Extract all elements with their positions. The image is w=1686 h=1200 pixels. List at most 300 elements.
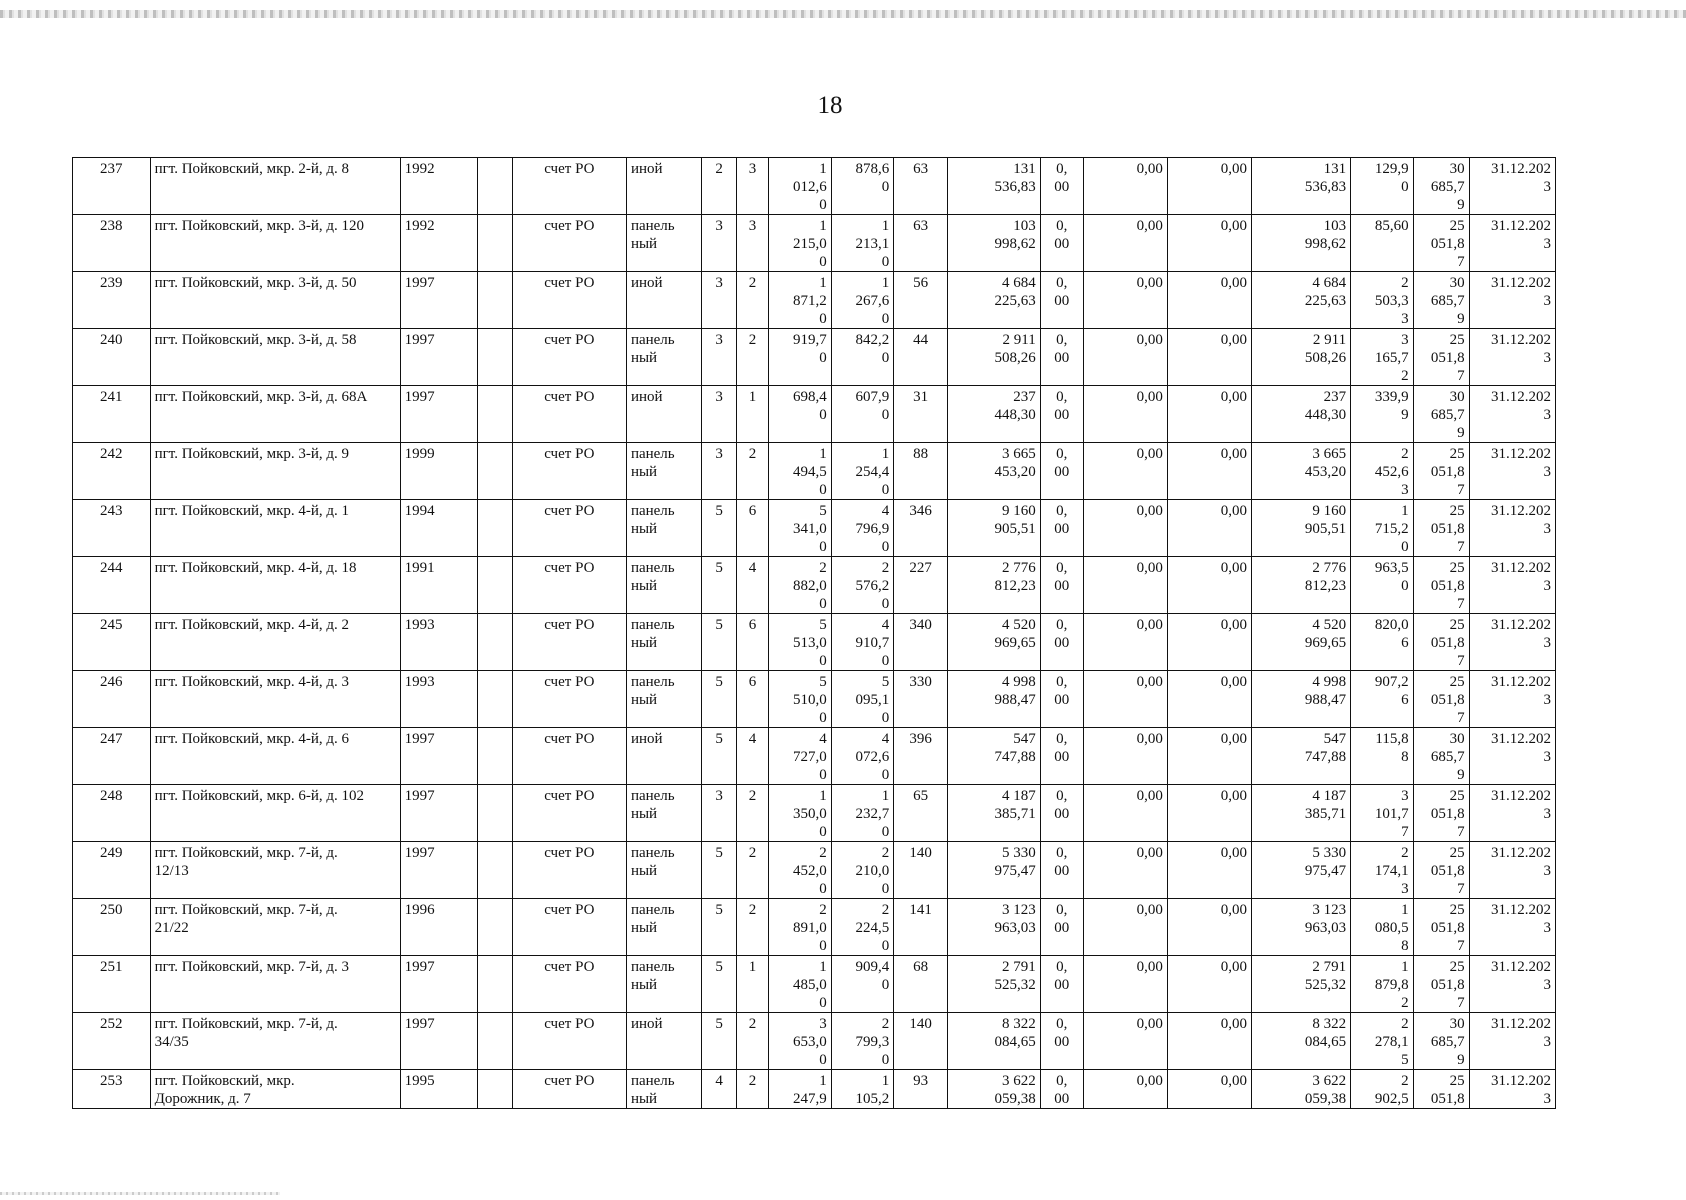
local-fund-cell: 0,00 <box>1167 1070 1251 1109</box>
living-area-cell: 607,9 0 <box>831 386 894 443</box>
total-area-cell: 2 452,0 0 <box>769 842 832 899</box>
deadline-cell: 31.12.202 3 <box>1469 500 1555 557</box>
cost-per-m2-cell: 2 452,6 3 <box>1351 443 1414 500</box>
floors-cell: 5 <box>702 899 736 956</box>
max-cost-cell: 25 051,8 7 <box>1413 329 1469 386</box>
local-fund-cell: 0,00 <box>1167 557 1251 614</box>
living-area-cell: 2 576,2 0 <box>831 557 894 614</box>
total-cost-cell: 3 622 059,38 <box>948 1070 1041 1109</box>
year-cell: 1997 <box>400 272 478 329</box>
row-number: 246 <box>73 671 151 728</box>
cost-per-m2-cell: 85,60 <box>1351 215 1414 272</box>
share-cell: 0, 00 <box>1040 1070 1083 1109</box>
share-cell: 0, 00 <box>1040 500 1083 557</box>
local-fund-cell: 0,00 <box>1167 614 1251 671</box>
total-cost-cell: 2 911 508,26 <box>948 329 1041 386</box>
scan-artifact-top <box>0 10 1686 18</box>
total-cost-cell: 547 747,88 <box>948 728 1041 785</box>
subject-fund-cell: 0,00 <box>1083 557 1167 614</box>
residents-cell: 63 <box>894 215 948 272</box>
entrances-cell: 2 <box>736 1070 768 1109</box>
table-row <box>73 443 1556 500</box>
total-cost-cell: 4 520 969,65 <box>948 614 1041 671</box>
row-number: 253 <box>73 1070 151 1109</box>
total-cost-cell: 5 330 975,47 <box>948 842 1041 899</box>
account-cell: счет РО <box>512 671 626 728</box>
row-number: 244 <box>73 557 151 614</box>
row-number: 245 <box>73 614 151 671</box>
floors-cell: 3 <box>702 443 736 500</box>
wall-material-cell: панель ный <box>626 785 701 842</box>
row-number: 249 <box>73 842 151 899</box>
address-cell: пгт. Пойковский, мкр. 4-й, д. 18 <box>150 557 400 614</box>
share-cell: 0, 00 <box>1040 785 1083 842</box>
owners-fund-cell: 2 791 525,32 <box>1251 956 1350 1013</box>
residents-cell: 56 <box>894 272 948 329</box>
share-cell: 0, 00 <box>1040 899 1083 956</box>
year-cell: 1997 <box>400 956 478 1013</box>
address-cell: пгт. Пойковский, мкр. 7-й, д. 34/35 <box>150 1013 400 1070</box>
subject-fund-cell: 0,00 <box>1083 1070 1167 1109</box>
living-area-cell: 1 213,1 0 <box>831 215 894 272</box>
total-area-cell: 5 341,0 0 <box>769 500 832 557</box>
floors-cell: 5 <box>702 1013 736 1070</box>
deadline-cell: 31.12.202 3 <box>1469 557 1555 614</box>
cost-per-m2-cell: 1 879,8 2 <box>1351 956 1414 1013</box>
deadline-cell: 31.12.202 3 <box>1469 329 1555 386</box>
year-cell: 1997 <box>400 842 478 899</box>
total-area-cell: 2 891,0 0 <box>769 899 832 956</box>
total-area-cell: 5 513,0 0 <box>769 614 832 671</box>
entrances-cell: 2 <box>736 272 768 329</box>
table-row <box>73 728 1556 785</box>
total-area-cell: 698,4 0 <box>769 386 832 443</box>
living-area-cell: 1 254,4 0 <box>831 443 894 500</box>
year-cell: 1997 <box>400 1013 478 1070</box>
wall-material-cell: панель ный <box>626 671 701 728</box>
living-area-cell: 842,2 0 <box>831 329 894 386</box>
address-cell: пгт. Пойковский, мкр. 4-й, д. 2 <box>150 614 400 671</box>
total-cost-cell: 8 322 084,65 <box>948 1013 1041 1070</box>
account-cell: счет РО <box>512 785 626 842</box>
max-cost-cell: 25 051,8 7 <box>1413 956 1469 1013</box>
entrances-cell: 2 <box>736 443 768 500</box>
cost-per-m2-cell: 1 080,5 8 <box>1351 899 1414 956</box>
share-cell: 0, 00 <box>1040 215 1083 272</box>
residents-cell: 88 <box>894 443 948 500</box>
owners-fund-cell: 9 160 905,51 <box>1251 500 1350 557</box>
wall-material-cell: иной <box>626 386 701 443</box>
owners-fund-cell: 4 520 969,65 <box>1251 614 1350 671</box>
total-area-cell: 1 494,5 0 <box>769 443 832 500</box>
local-fund-cell: 0,00 <box>1167 215 1251 272</box>
owners-fund-cell: 103 998,62 <box>1251 215 1350 272</box>
share-cell: 0, 00 <box>1040 614 1083 671</box>
floors-cell: 3 <box>702 785 736 842</box>
residents-cell: 340 <box>894 614 948 671</box>
address-cell: пгт. Пойковский, мкр. 7-й, д. 21/22 <box>150 899 400 956</box>
address-cell: пгт. Пойковский, мкр. 4-й, д. 1 <box>150 500 400 557</box>
table-row <box>73 1070 1556 1109</box>
local-fund-cell: 0,00 <box>1167 785 1251 842</box>
wall-material-cell: панель ный <box>626 443 701 500</box>
total-cost-cell: 9 160 905,51 <box>948 500 1041 557</box>
residents-cell: 141 <box>894 899 948 956</box>
floors-cell: 5 <box>702 728 736 785</box>
deadline-cell: 31.12.202 3 <box>1469 842 1555 899</box>
total-area-cell: 4 727,0 0 <box>769 728 832 785</box>
blank-cell <box>478 671 512 728</box>
blank-cell <box>478 842 512 899</box>
subject-fund-cell: 0,00 <box>1083 614 1167 671</box>
max-cost-cell: 25 051,8 7 <box>1413 614 1469 671</box>
year-cell: 1991 <box>400 557 478 614</box>
residents-cell: 93 <box>894 1070 948 1109</box>
max-cost-cell: 25 051,8 7 <box>1413 557 1469 614</box>
floors-cell: 3 <box>702 386 736 443</box>
max-cost-cell: 30 685,7 9 <box>1413 1013 1469 1070</box>
address-cell: пгт. Пойковский, мкр. 3-й, д. 9 <box>150 443 400 500</box>
wall-material-cell: панель ный <box>626 842 701 899</box>
residents-cell: 330 <box>894 671 948 728</box>
residents-cell: 68 <box>894 956 948 1013</box>
cost-per-m2-cell: 2 174,1 3 <box>1351 842 1414 899</box>
living-area-cell: 2 224,5 0 <box>831 899 894 956</box>
table-row <box>73 272 1556 329</box>
wall-material-cell: панель ный <box>626 899 701 956</box>
page-number: 18 <box>817 92 843 119</box>
deadline-cell: 31.12.202 3 <box>1469 215 1555 272</box>
blank-cell <box>478 1070 512 1109</box>
cost-per-m2-cell: 129,9 0 <box>1351 158 1414 215</box>
local-fund-cell: 0,00 <box>1167 842 1251 899</box>
wall-material-cell: иной <box>626 728 701 785</box>
floors-cell: 5 <box>702 671 736 728</box>
subject-fund-cell: 0,00 <box>1083 842 1167 899</box>
owners-fund-cell: 5 330 975,47 <box>1251 842 1350 899</box>
year-cell: 1999 <box>400 443 478 500</box>
deadline-cell: 31.12.202 3 <box>1469 272 1555 329</box>
max-cost-cell: 25 051,8 7 <box>1413 500 1469 557</box>
address-cell: пгт. Пойковский, мкр. 7-й, д. 12/13 <box>150 842 400 899</box>
subject-fund-cell: 0,00 <box>1083 272 1167 329</box>
owners-fund-cell: 547 747,88 <box>1251 728 1350 785</box>
account-cell: счет РО <box>512 1013 626 1070</box>
subject-fund-cell: 0,00 <box>1083 1013 1167 1070</box>
blank-cell <box>478 500 512 557</box>
total-cost-cell: 2 791 525,32 <box>948 956 1041 1013</box>
address-cell: пгт. Пойковский, мкр. 3-й, д. 68А <box>150 386 400 443</box>
owners-fund-cell: 2 776 812,23 <box>1251 557 1350 614</box>
wall-material-cell: панель ный <box>626 1070 701 1109</box>
local-fund-cell: 0,00 <box>1167 728 1251 785</box>
wall-material-cell: панель ный <box>626 614 701 671</box>
living-area-cell: 4 072,6 0 <box>831 728 894 785</box>
year-cell: 1997 <box>400 386 478 443</box>
row-number: 238 <box>73 215 151 272</box>
table-row <box>73 215 1556 272</box>
local-fund-cell: 0,00 <box>1167 329 1251 386</box>
wall-material-cell: панель ный <box>626 557 701 614</box>
address-cell: пгт. Пойковский, мкр. 2-й, д. 8 <box>150 158 400 215</box>
blank-cell <box>478 614 512 671</box>
address-cell: пгт. Пойковский, мкр. Дорожник, д. 7 <box>150 1070 400 1109</box>
share-cell: 0, 00 <box>1040 728 1083 785</box>
blank-cell <box>478 329 512 386</box>
share-cell: 0, 00 <box>1040 842 1083 899</box>
entrances-cell: 4 <box>736 728 768 785</box>
account-cell: счет РО <box>512 842 626 899</box>
account-cell: счет РО <box>512 386 626 443</box>
residents-cell: 44 <box>894 329 948 386</box>
total-area-cell: 1 871,2 0 <box>769 272 832 329</box>
subject-fund-cell: 0,00 <box>1083 728 1167 785</box>
share-cell: 0, 00 <box>1040 671 1083 728</box>
registry-table <box>72 157 1556 1109</box>
living-area-cell: 1 232,7 0 <box>831 785 894 842</box>
share-cell: 0, 00 <box>1040 386 1083 443</box>
total-cost-cell: 2 776 812,23 <box>948 557 1041 614</box>
table-row <box>73 956 1556 1013</box>
subject-fund-cell: 0,00 <box>1083 443 1167 500</box>
address-cell: пгт. Пойковский, мкр. 3-й, д. 58 <box>150 329 400 386</box>
deadline-cell: 31.12.202 3 <box>1469 785 1555 842</box>
deadline-cell: 31.12.202 3 <box>1469 1070 1555 1109</box>
living-area-cell: 4 910,7 0 <box>831 614 894 671</box>
account-cell: счет РО <box>512 500 626 557</box>
deadline-cell: 31.12.202 3 <box>1469 158 1555 215</box>
table-row <box>73 671 1556 728</box>
cost-per-m2-cell: 3 101,7 7 <box>1351 785 1414 842</box>
local-fund-cell: 0,00 <box>1167 386 1251 443</box>
address-cell: пгт. Пойковский, мкр. 7-й, д. 3 <box>150 956 400 1013</box>
blank-cell <box>478 158 512 215</box>
max-cost-cell: 25 051,8 <box>1413 1070 1469 1109</box>
row-number: 242 <box>73 443 151 500</box>
max-cost-cell: 25 051,8 7 <box>1413 671 1469 728</box>
residents-cell: 140 <box>894 1013 948 1070</box>
share-cell: 0, 00 <box>1040 272 1083 329</box>
row-number: 252 <box>73 1013 151 1070</box>
table-row <box>73 614 1556 671</box>
year-cell: 1992 <box>400 215 478 272</box>
residents-cell: 346 <box>894 500 948 557</box>
account-cell: счет РО <box>512 614 626 671</box>
address-cell: пгт. Пойковский, мкр. 3-й, д. 120 <box>150 215 400 272</box>
max-cost-cell: 30 685,7 9 <box>1413 728 1469 785</box>
subject-fund-cell: 0,00 <box>1083 785 1167 842</box>
local-fund-cell: 0,00 <box>1167 500 1251 557</box>
account-cell: счет РО <box>512 443 626 500</box>
account-cell: счет РО <box>512 899 626 956</box>
year-cell: 1994 <box>400 500 478 557</box>
blank-cell <box>478 956 512 1013</box>
blank-cell <box>478 557 512 614</box>
subject-fund-cell: 0,00 <box>1083 329 1167 386</box>
cost-per-m2-cell: 2 902,5 <box>1351 1070 1414 1109</box>
floors-cell: 5 <box>702 557 736 614</box>
account-cell: счет РО <box>512 956 626 1013</box>
cost-per-m2-cell: 820,0 6 <box>1351 614 1414 671</box>
address-cell: пгт. Пойковский, мкр. 3-й, д. 50 <box>150 272 400 329</box>
subject-fund-cell: 0,00 <box>1083 671 1167 728</box>
owners-fund-cell: 2 911 508,26 <box>1251 329 1350 386</box>
living-area-cell: 878,6 0 <box>831 158 894 215</box>
floors-cell: 5 <box>702 614 736 671</box>
living-area-cell: 2 799,3 0 <box>831 1013 894 1070</box>
year-cell: 1992 <box>400 158 478 215</box>
blank-cell <box>478 215 512 272</box>
floors-cell: 2 <box>702 158 736 215</box>
residents-cell: 140 <box>894 842 948 899</box>
total-cost-cell: 4 187 385,71 <box>948 785 1041 842</box>
total-cost-cell: 237 448,30 <box>948 386 1041 443</box>
entrances-cell: 6 <box>736 614 768 671</box>
total-cost-cell: 131 536,83 <box>948 158 1041 215</box>
deadline-cell: 31.12.202 3 <box>1469 671 1555 728</box>
registry-body <box>73 158 1556 1109</box>
residents-cell: 396 <box>894 728 948 785</box>
share-cell: 0, 00 <box>1040 557 1083 614</box>
row-number: 237 <box>73 158 151 215</box>
owners-fund-cell: 237 448,30 <box>1251 386 1350 443</box>
deadline-cell: 31.12.202 3 <box>1469 614 1555 671</box>
deadline-cell: 31.12.202 3 <box>1469 1013 1555 1070</box>
table-row <box>73 557 1556 614</box>
subject-fund-cell: 0,00 <box>1083 899 1167 956</box>
total-cost-cell: 4 684 225,63 <box>948 272 1041 329</box>
blank-cell <box>478 386 512 443</box>
residents-cell: 63 <box>894 158 948 215</box>
table-row <box>73 1013 1556 1070</box>
subject-fund-cell: 0,00 <box>1083 500 1167 557</box>
subject-fund-cell: 0,00 <box>1083 158 1167 215</box>
year-cell: 1997 <box>400 728 478 785</box>
entrances-cell: 4 <box>736 557 768 614</box>
blank-cell <box>478 728 512 785</box>
residents-cell: 227 <box>894 557 948 614</box>
wall-material-cell: иной <box>626 272 701 329</box>
share-cell: 0, 00 <box>1040 443 1083 500</box>
local-fund-cell: 0,00 <box>1167 671 1251 728</box>
floors-cell: 3 <box>702 272 736 329</box>
account-cell: счет РО <box>512 215 626 272</box>
residents-cell: 31 <box>894 386 948 443</box>
share-cell: 0, 00 <box>1040 329 1083 386</box>
deadline-cell: 31.12.202 3 <box>1469 899 1555 956</box>
total-cost-cell: 3 123 963,03 <box>948 899 1041 956</box>
max-cost-cell: 30 685,7 9 <box>1413 272 1469 329</box>
year-cell: 1995 <box>400 1070 478 1109</box>
living-area-cell: 5 095,1 0 <box>831 671 894 728</box>
total-area-cell: 1 350,0 0 <box>769 785 832 842</box>
owners-fund-cell: 4 998 988,47 <box>1251 671 1350 728</box>
entrances-cell: 2 <box>736 1013 768 1070</box>
wall-material-cell: панель ный <box>626 500 701 557</box>
wall-material-cell: иной <box>626 1013 701 1070</box>
cost-per-m2-cell: 1 715,2 0 <box>1351 500 1414 557</box>
floors-cell: 5 <box>702 956 736 1013</box>
owners-fund-cell: 8 322 084,65 <box>1251 1013 1350 1070</box>
total-cost-cell: 103 998,62 <box>948 215 1041 272</box>
entrances-cell: 1 <box>736 386 768 443</box>
row-number: 250 <box>73 899 151 956</box>
max-cost-cell: 25 051,8 7 <box>1413 785 1469 842</box>
table-row <box>73 386 1556 443</box>
max-cost-cell: 25 051,8 7 <box>1413 899 1469 956</box>
entrances-cell: 1 <box>736 956 768 1013</box>
subject-fund-cell: 0,00 <box>1083 215 1167 272</box>
total-area-cell: 1 012,6 0 <box>769 158 832 215</box>
total-area-cell: 1 485,0 0 <box>769 956 832 1013</box>
entrances-cell: 3 <box>736 215 768 272</box>
owners-fund-cell: 3 622 059,38 <box>1251 1070 1350 1109</box>
entrances-cell: 2 <box>736 842 768 899</box>
cost-per-m2-cell: 3 165,7 2 <box>1351 329 1414 386</box>
max-cost-cell: 30 685,7 9 <box>1413 158 1469 215</box>
entrances-cell: 2 <box>736 329 768 386</box>
blank-cell <box>478 899 512 956</box>
deadline-cell: 31.12.202 3 <box>1469 386 1555 443</box>
living-area-cell: 2 210,0 0 <box>831 842 894 899</box>
owners-fund-cell: 3 123 963,03 <box>1251 899 1350 956</box>
floors-cell: 4 <box>702 1070 736 1109</box>
address-cell: пгт. Пойковский, мкр. 4-й, д. 6 <box>150 728 400 785</box>
blank-cell <box>478 272 512 329</box>
address-cell: пгт. Пойковский, мкр. 6-й, д. 102 <box>150 785 400 842</box>
total-area-cell: 3 653,0 0 <box>769 1013 832 1070</box>
deadline-cell: 31.12.202 3 <box>1469 443 1555 500</box>
total-area-cell: 1 215,0 0 <box>769 215 832 272</box>
blank-cell <box>478 785 512 842</box>
wall-material-cell: панель ный <box>626 956 701 1013</box>
living-area-cell: 909,4 0 <box>831 956 894 1013</box>
total-cost-cell: 3 665 453,20 <box>948 443 1041 500</box>
account-cell: счет РО <box>512 272 626 329</box>
owners-fund-cell: 3 665 453,20 <box>1251 443 1350 500</box>
total-area-cell: 919,7 0 <box>769 329 832 386</box>
table-row <box>73 842 1556 899</box>
living-area-cell: 1 105,2 <box>831 1070 894 1109</box>
account-cell: счет РО <box>512 557 626 614</box>
local-fund-cell: 0,00 <box>1167 443 1251 500</box>
year-cell: 1996 <box>400 899 478 956</box>
living-area-cell: 4 796,9 0 <box>831 500 894 557</box>
cost-per-m2-cell: 115,8 8 <box>1351 728 1414 785</box>
year-cell: 1997 <box>400 329 478 386</box>
scan-artifact-bottom <box>0 1192 280 1195</box>
share-cell: 0, 00 <box>1040 1013 1083 1070</box>
row-number: 251 <box>73 956 151 1013</box>
row-number: 248 <box>73 785 151 842</box>
account-cell: счет РО <box>512 329 626 386</box>
cost-per-m2-cell: 907,2 6 <box>1351 671 1414 728</box>
living-area-cell: 1 267,6 0 <box>831 272 894 329</box>
row-number: 240 <box>73 329 151 386</box>
cost-per-m2-cell: 339,9 9 <box>1351 386 1414 443</box>
entrances-cell: 2 <box>736 785 768 842</box>
max-cost-cell: 25 051,8 7 <box>1413 842 1469 899</box>
subject-fund-cell: 0,00 <box>1083 386 1167 443</box>
account-cell: счет РО <box>512 158 626 215</box>
wall-material-cell: иной <box>626 158 701 215</box>
row-number: 239 <box>73 272 151 329</box>
blank-cell <box>478 1013 512 1070</box>
row-number: 241 <box>73 386 151 443</box>
owners-fund-cell: 4 187 385,71 <box>1251 785 1350 842</box>
table-row <box>73 329 1556 386</box>
total-area-cell: 2 882,0 0 <box>769 557 832 614</box>
